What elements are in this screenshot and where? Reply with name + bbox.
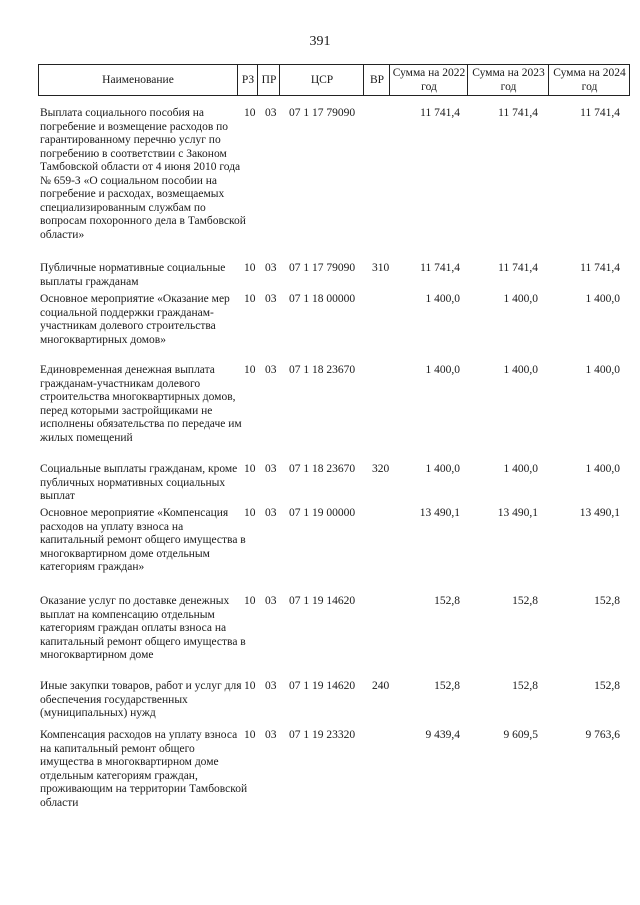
- row-sum-2023: 1 400,0: [503, 364, 538, 376]
- row-vr: 320: [372, 463, 390, 475]
- row-csr: 07 1 18 23670: [289, 463, 356, 475]
- row-name: Выплата социального пособия на погребение и возмещение расходов по гарантированному перечню услуг по погребению в соответствии с Законом Тамбовской области от 4 июня 2010 года № 659-З «О социальном пособии на погребение и расходах, возмещаемых специализированным службам по вопросам похоронного дела в Тамбовской области»: [40, 107, 246, 241]
- row-sum-2024: 152,8: [594, 680, 620, 692]
- row-sum-2023: 1 400,0: [503, 463, 538, 475]
- row-rz: 10: [244, 729, 256, 741]
- row-sum-2022: 9 439,4: [425, 729, 460, 741]
- row-pr: 03: [265, 364, 277, 376]
- row-pr: 03: [265, 595, 277, 607]
- row-sum-2024: 1 400,0: [585, 364, 620, 376]
- row-pr: 03: [265, 729, 277, 741]
- row-sum-2023: 1 400,0: [503, 293, 538, 305]
- row-name: Основное мероприятие «Оказание мер социальной поддержки гражданам-участникам долевого строительства многоквартирных домов»: [40, 293, 230, 346]
- row-sum-2023: 11 741,4: [498, 262, 538, 274]
- row-csr: 07 1 17 79090: [289, 262, 356, 274]
- row-sum-2024: 1 400,0: [585, 293, 620, 305]
- header-name: Наименование: [102, 74, 174, 86]
- row-rz: 10: [244, 507, 256, 519]
- row-pr: 03: [265, 262, 277, 274]
- row-sum-2022: 11 741,4: [420, 262, 460, 274]
- page-number: 391: [309, 34, 331, 49]
- header-sum-2022: Сумма на 2022 год: [389, 65, 468, 95]
- row-pr: 03: [265, 507, 277, 519]
- row-pr: 03: [265, 680, 277, 692]
- row-rz: 10: [244, 107, 256, 119]
- row-sum-2022: 152,8: [434, 595, 460, 607]
- table-header: [38, 64, 630, 96]
- row-sum-2022: 1 400,0: [425, 364, 460, 376]
- row-sum-2022: 1 400,0: [425, 293, 460, 305]
- row-pr: 03: [265, 293, 277, 305]
- header-csr: ЦСР: [279, 65, 364, 95]
- row-rz: 10: [244, 364, 256, 376]
- row-pr: 03: [265, 463, 277, 475]
- row-csr: 07 1 18 00000: [289, 293, 356, 305]
- row-name: Единовременная денежная выплата гражданам-участникам долевого строительства многоквартирных домов, перед которыми застройщиками не исполнены обязательства по передаче им жилых помещений: [40, 364, 242, 444]
- row-name: Иные закупки товаров, работ и услуг для обеспечения государственных (муниципальных) нужд: [40, 680, 242, 719]
- row-sum-2024: 9 763,6: [585, 729, 620, 741]
- row-sum-2023: 11 741,4: [498, 107, 538, 119]
- row-rz: 10: [244, 293, 256, 305]
- row-sum-2023: 13 490,1: [497, 507, 538, 519]
- header-pr: ПР: [257, 65, 280, 95]
- row-name: Оказание услуг по доставке денежных выплат на компенсацию отдельным категориям граждан оплаты взноса на капитальный ремонт общего имущества в многоквартирном доме: [40, 595, 246, 661]
- row-sum-2023: 152,8: [512, 595, 538, 607]
- row-csr: 07 1 18 23670: [289, 364, 356, 376]
- row-name: Социальные выплаты гражданам, кроме публичных нормативных социальных выплат: [40, 463, 238, 502]
- row-csr: 07 1 19 23320: [289, 729, 356, 741]
- row-csr: 07 1 19 00000: [289, 507, 356, 519]
- row-sum-2023: 9 609,5: [503, 729, 538, 741]
- row-csr: 07 1 17 79090: [289, 107, 356, 119]
- row-sum-2022: 1 400,0: [425, 463, 460, 475]
- row-rz: 10: [244, 595, 256, 607]
- row-name: Основное мероприятие «Компенсация расходов на уплату взноса на капитальный ремонт общего имущества в многоквартирном доме отдельным категориям граждан»: [40, 507, 246, 573]
- header-sum-2023: Сумма на 2023 год: [467, 65, 549, 95]
- row-pr: 03: [265, 107, 277, 119]
- row-rz: 10: [244, 262, 256, 274]
- row-sum-2024: 11 741,4: [580, 262, 620, 274]
- row-sum-2023: 152,8: [512, 680, 538, 692]
- row-sum-2024: 1 400,0: [585, 463, 620, 475]
- row-rz: 10: [244, 680, 256, 692]
- header-rz: РЗ: [237, 65, 258, 95]
- row-sum-2022: 152,8: [434, 680, 460, 692]
- row-csr: 07 1 19 14620: [289, 680, 356, 692]
- row-sum-2024: 152,8: [594, 595, 620, 607]
- row-sum-2024: 11 741,4: [580, 107, 620, 119]
- row-vr: 310: [372, 262, 390, 274]
- row-csr: 07 1 19 14620: [289, 595, 356, 607]
- row-vr: 240: [372, 680, 390, 692]
- row-rz: 10: [244, 463, 256, 475]
- row-sum-2024: 13 490,1: [579, 507, 620, 519]
- row-sum-2022: 13 490,1: [419, 507, 460, 519]
- header-sum-2024: Сумма на 2024 год: [548, 65, 630, 95]
- row-sum-2022: 11 741,4: [420, 107, 460, 119]
- row-name: Публичные нормативные социальные выплаты гражданам: [40, 262, 226, 288]
- row-name: Компенсация расходов на уплату взноса на капитальный ремонт общего имущества в многоквартирном доме отдельным категориям граждан, проживающим на территории Тамбовской области: [40, 729, 248, 809]
- header-vr: ВР: [363, 65, 390, 95]
